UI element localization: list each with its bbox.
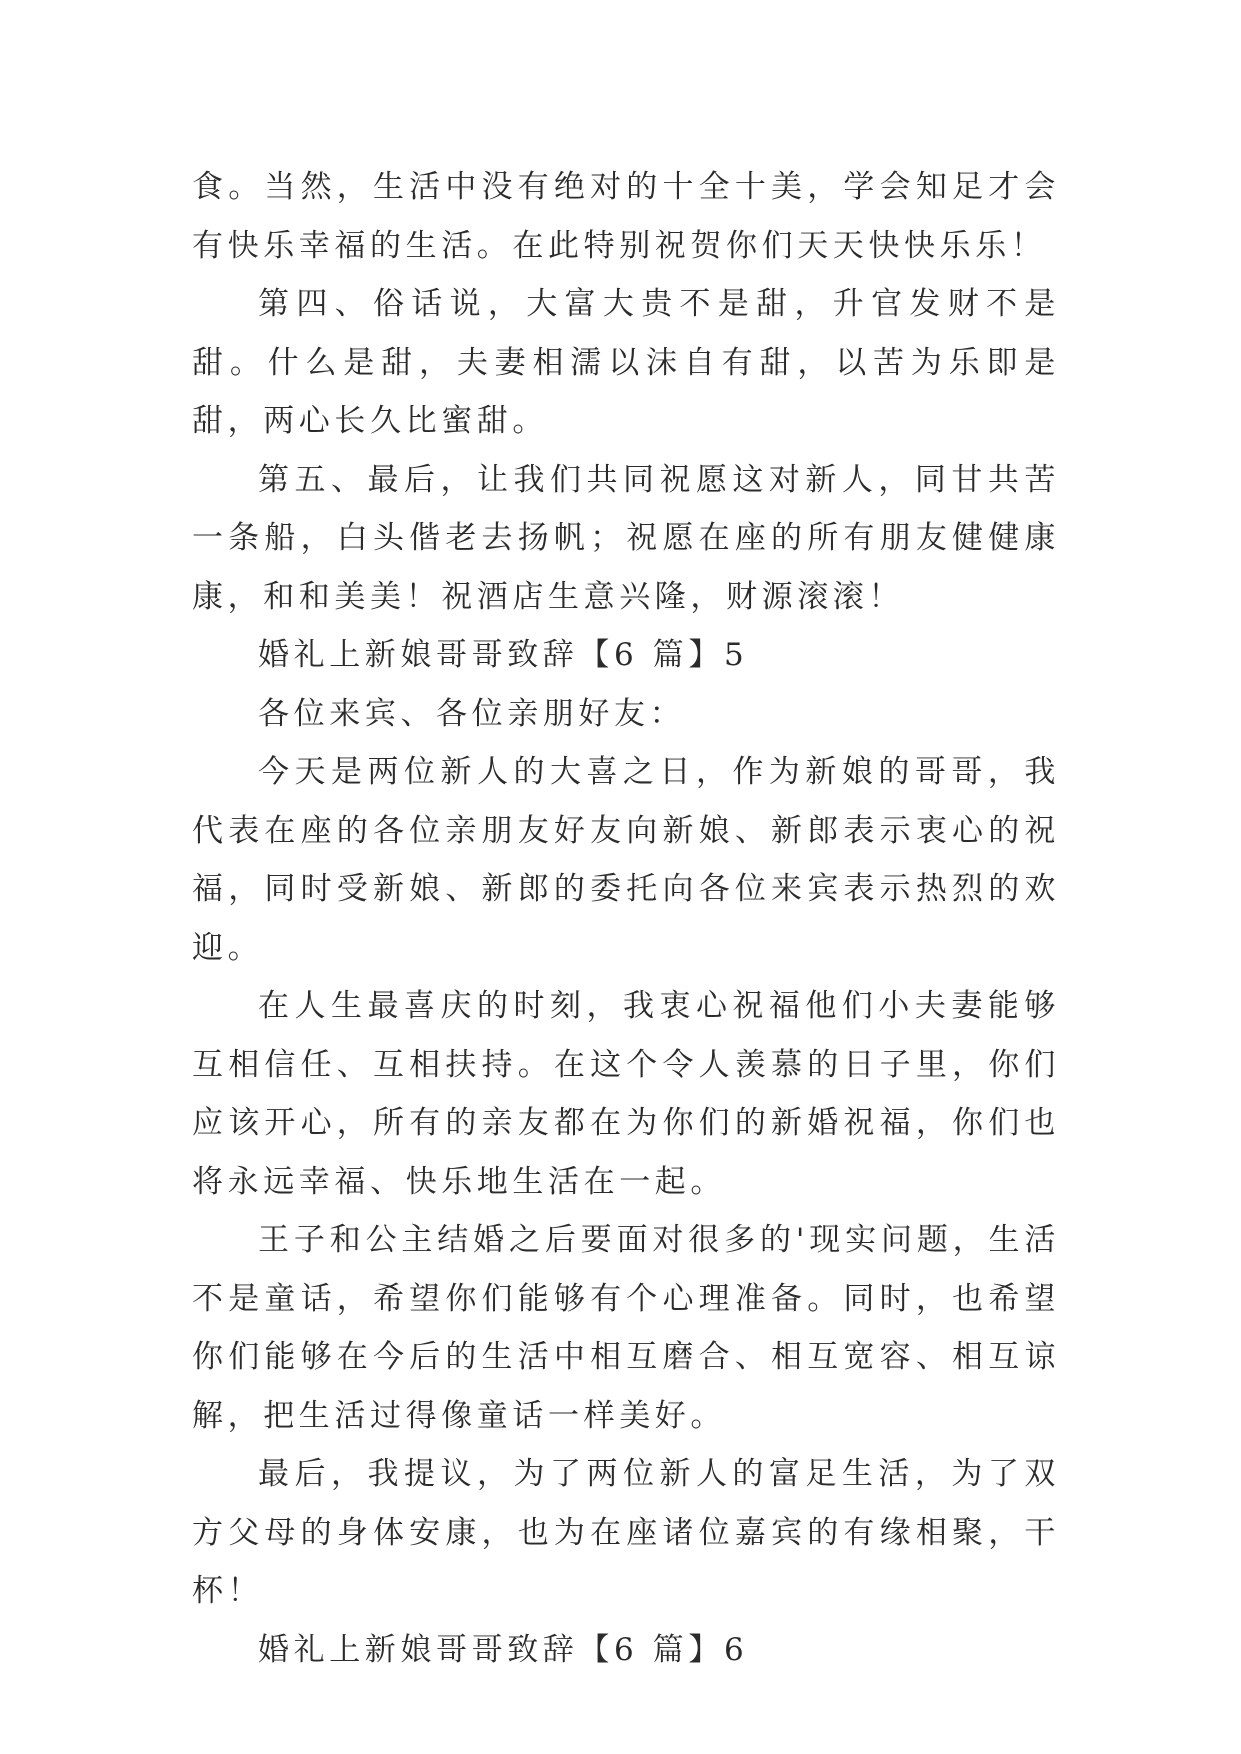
- paragraph: 在人生最喜庆的时刻，我衷心祝福他们小夫妻能够互相信任、互相扶持。在这个令人羡慕的日子里，你们应该开心，所有的亲友都在为你们的新婚祝福，你们也将永远幸福、快乐地生活在一起。: [192, 988, 1060, 1200]
- salutation: 各位来宾、各位亲朋好友：: [258, 695, 686, 732]
- paragraph: 食。当然，生活中没有绝对的十全十美，学会知足才会有快乐幸福的生活。在此特别祝贺你们天天快快乐乐！: [192, 169, 1060, 264]
- document-body: [192, 158, 1060, 1679]
- paragraph: 王子和公主结婚之后要面对很多的'现实问题，生活不是童话，希望你们能够有个心理准备。同时，也希望你们能够在今后的生活中相互磨合、相互宽容、相互谅解，把生活过得像童话一样美好。: [192, 1222, 1060, 1434]
- paragraph: 第四、俗话说，大富大贵不是甜，升官发财不是甜。什么是甜，夫妻相濡以沫自有甜，以苦为乐即是甜，两心长久比蜜甜。: [192, 286, 1060, 439]
- section-heading: 婚礼上新娘哥哥致辞【6 篇】5: [258, 637, 749, 673]
- paragraph: 最后，我提议，为了两位新人的富足生活，为了双方父母的身体安康，也为在座诸位嘉宾的有缘相聚，干杯！: [192, 1456, 1060, 1609]
- paragraph: 今天是两位新人的大喜之日，作为新娘的哥哥，我代表在座的各位亲朋友好友向新娘、新郎表示衷心的祝福，同时受新娘、新郎的委托向各位来宾表示热烈的欢迎。: [192, 754, 1060, 966]
- paragraph: 第五、最后，让我们共同祝愿这对新人，同甘共苦一条船，白头偕老去扬帆；祝愿在座的所有朋友健健康康，和和美美！祝酒店生意兴隆，财源滚滚！: [192, 461, 1060, 615]
- section-heading: 婚礼上新娘哥哥致辞【6 篇】6: [258, 1631, 749, 1668]
